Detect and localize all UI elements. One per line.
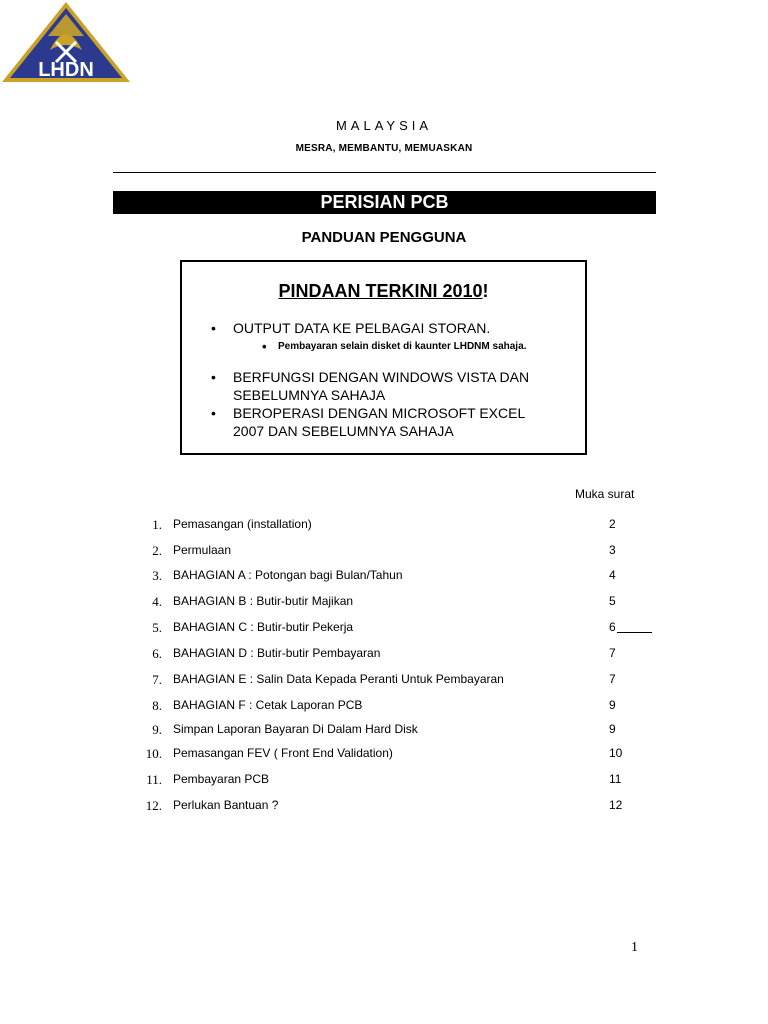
toc-number: 3. <box>152 568 162 583</box>
notice-bullet-text: BERFUNGSI DENGAN WINDOWS VISTA DAN <box>233 369 530 385</box>
notice-bullet <box>211 404 526 440</box>
notice-box <box>180 260 587 455</box>
toc-page-header: Muka surat <box>575 487 635 501</box>
toc-row <box>0 543 768 561</box>
bullet-icon: • <box>211 369 216 385</box>
toc-number: 9. <box>152 722 162 737</box>
notice-bullet-text: BEROPERASI DENGAN MICROSOFT EXCEL <box>233 405 526 421</box>
toc-title: Perlukan Bantuan ? <box>173 798 279 812</box>
notice-bullet-text-cont: SEBELUMNYA SAHAJA <box>233 387 386 403</box>
underline-rule <box>617 632 652 633</box>
notice-title <box>182 281 585 302</box>
toc-page: 9 <box>609 722 616 736</box>
toc-number: 7. <box>152 672 162 687</box>
toc-page: 7 <box>609 672 616 686</box>
motto: MESRA, MEMBANTU, MEMUASKAN <box>295 143 473 154</box>
toc-number: 6. <box>152 646 162 661</box>
logo-mark: LHDN <box>38 59 94 81</box>
toc-page: 7 <box>609 646 616 660</box>
toc-row <box>0 698 768 716</box>
toc-page: 6 <box>609 620 616 634</box>
toc-page: 5 <box>609 594 616 608</box>
title-banner: PERISIAN PCB <box>113 191 656 214</box>
toc-number: 4. <box>152 594 162 609</box>
toc-page: 9 <box>609 698 616 712</box>
logo-country: MALAYSIA <box>335 118 433 133</box>
toc-row <box>0 517 768 535</box>
toc-title: Pemasangan FEV ( Front End Validation) <box>173 746 393 760</box>
toc-title: Pembayaran PCB <box>173 772 270 786</box>
toc-number: 8. <box>152 698 162 713</box>
toc-title: BAHAGIAN D : Butir-butir Pembayaran <box>173 646 381 660</box>
toc-number: 5. <box>152 620 162 635</box>
toc-title: BAHAGIAN F : Cetak Laporan PCB <box>173 698 363 712</box>
toc-row <box>0 772 768 790</box>
bullet-icon: • <box>211 405 216 421</box>
page-number: 1 <box>631 940 638 955</box>
toc-number: 10. <box>145 746 162 761</box>
notice-sub-bullet <box>262 339 527 354</box>
toc-page: 11 <box>609 772 622 786</box>
toc-row <box>0 568 768 586</box>
notice-bullet-text-cont: 2007 DAN SEBELUMNYA SAHAJA <box>233 423 454 439</box>
toc-row <box>0 594 768 612</box>
toc-title: Simpan Laporan Bayaran Di Dalam Hard Disk <box>173 722 418 736</box>
toc-title: BAHAGIAN B : Butir-butir Majikan <box>173 594 354 608</box>
notice-title-text: PINDAAN TERKINI 2010 <box>278 281 483 301</box>
divider <box>113 172 656 173</box>
toc-row <box>0 620 768 638</box>
toc-page: 12 <box>609 798 623 812</box>
bullet-icon: • <box>211 320 216 336</box>
bullet-icon: • <box>262 339 267 354</box>
toc-page: 2 <box>609 517 616 531</box>
notice-title-suffix: ! <box>482 281 489 301</box>
toc-row <box>0 746 768 764</box>
toc-number: 12. <box>145 798 162 813</box>
toc-page: 3 <box>609 543 616 557</box>
toc-row <box>0 722 768 740</box>
notice-sub-bullet-text: Pembayaran selain disket di kaunter LHDNM sahaja. <box>278 341 527 352</box>
toc-title: Permulaan <box>173 543 232 557</box>
notice-bullet <box>211 368 530 404</box>
toc-page: 10 <box>609 746 623 760</box>
toc-number: 11. <box>146 772 162 787</box>
toc-title: BAHAGIAN E : Salin Data Kepada Peranti Untuk Pembayaran <box>173 672 504 686</box>
toc-row <box>0 646 768 664</box>
notice-bullet <box>211 319 491 337</box>
toc-page: 4 <box>609 568 616 582</box>
toc-row <box>0 798 768 816</box>
toc-number: 2. <box>152 543 162 558</box>
lhdn-logo <box>0 0 132 102</box>
toc-title: BAHAGIAN A : Potongan bagi Bulan/Tahun <box>173 568 403 582</box>
notice-bullet-text: OUTPUT DATA KE PELBAGAI STORAN. <box>233 320 491 336</box>
toc-number: 1. <box>152 517 162 532</box>
toc-title: Pemasangan (installation) <box>173 517 312 531</box>
subtitle: PANDUAN PENGGUNA <box>301 229 467 246</box>
toc-row <box>0 672 768 690</box>
toc-title: BAHAGIAN C : Butir-butir Pekerja <box>173 620 354 634</box>
